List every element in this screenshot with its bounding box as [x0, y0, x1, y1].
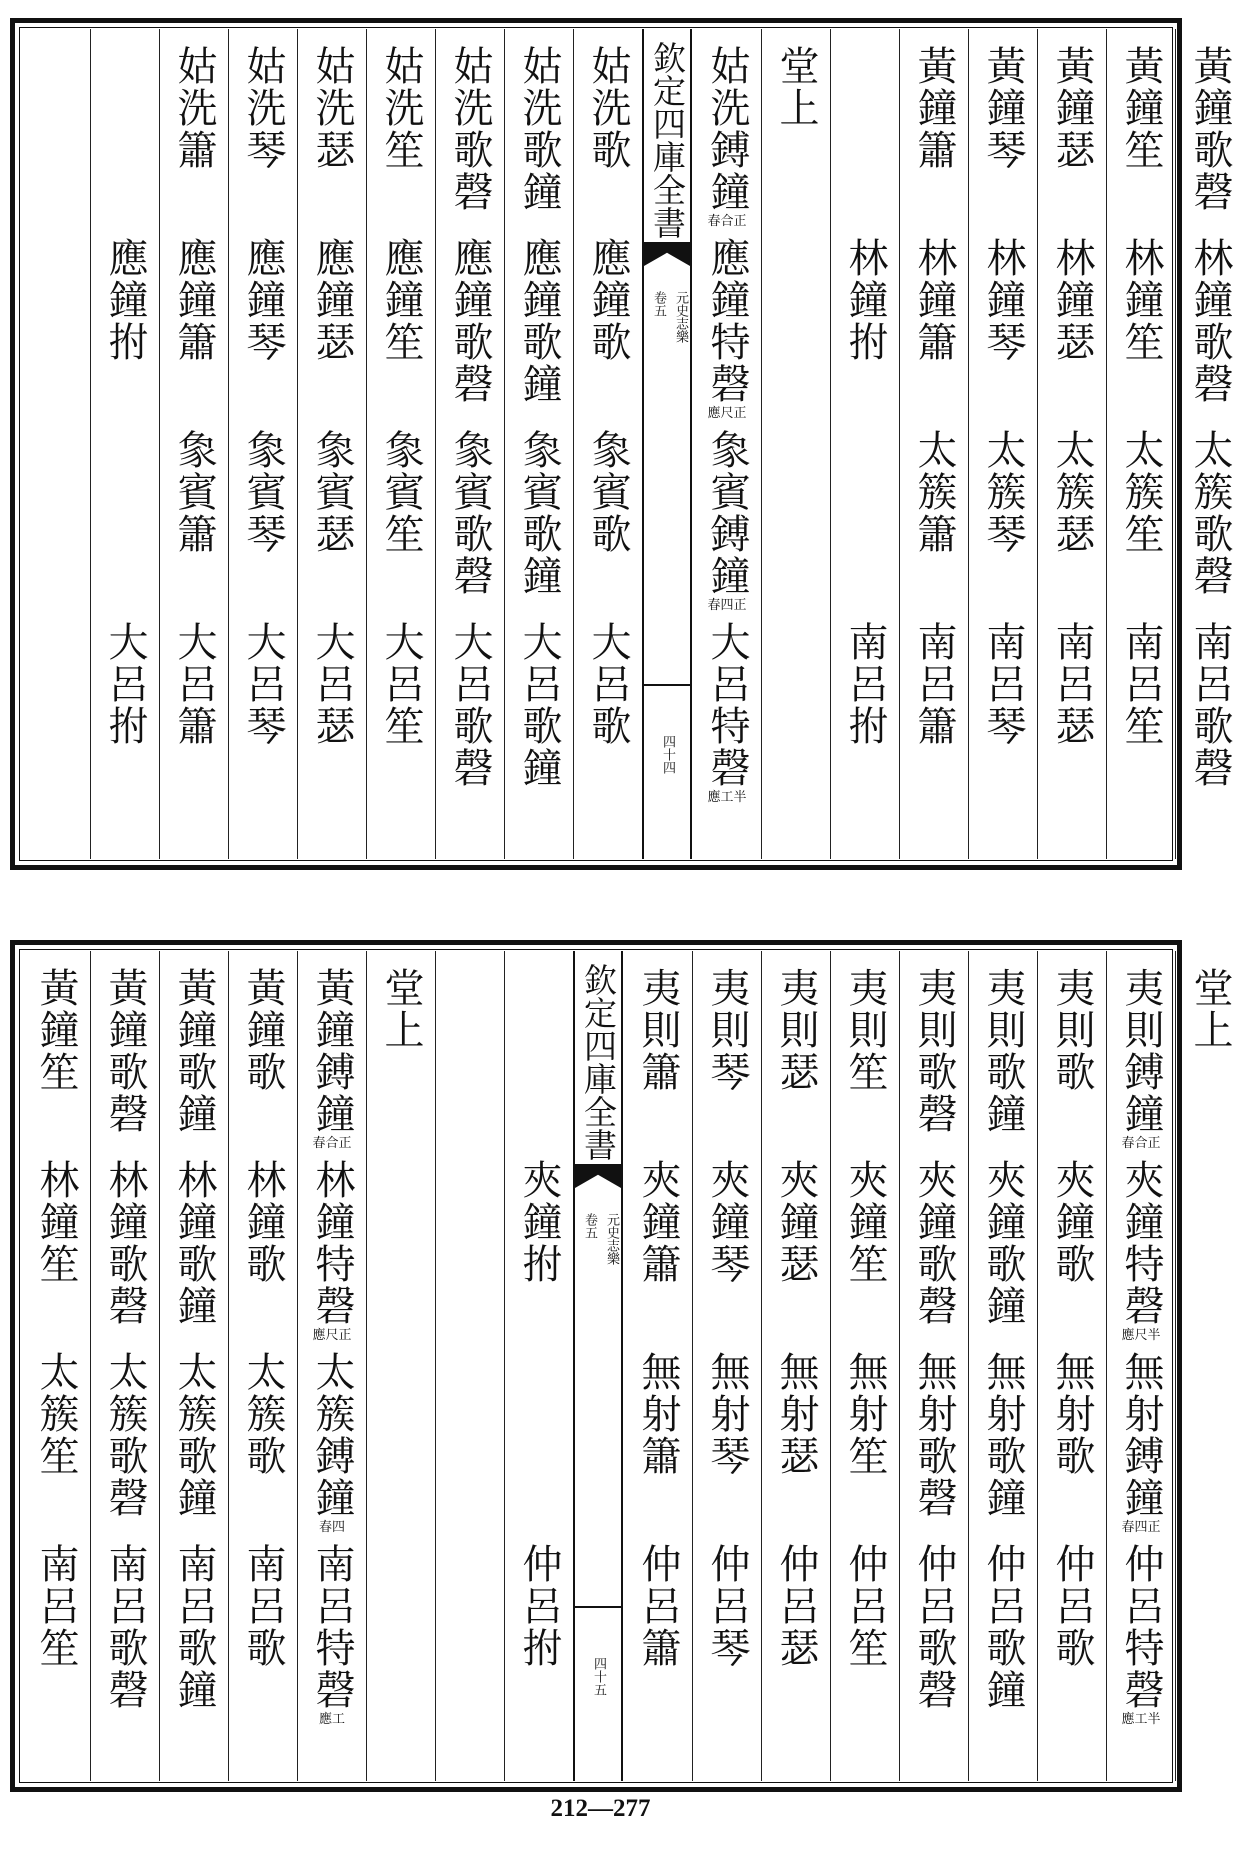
text-entry — [1107, 621, 1175, 747]
text-entry — [229, 429, 297, 555]
entry-text: 仲呂琴 — [704, 1543, 750, 1669]
text-entry — [969, 967, 1037, 1135]
entry-text: 仲呂笙 — [842, 1543, 888, 1669]
text-entry — [831, 1159, 899, 1285]
entry-text: 仲呂特磬 — [1118, 1543, 1164, 1711]
entry-text: 𧰼賓歌磬 — [447, 429, 493, 597]
banner-title: 欽定四庫全書 — [575, 951, 621, 1166]
entry-text: 夾鐘琴 — [704, 1159, 750, 1285]
top-page-right-column — [1037, 29, 1106, 859]
bottom-page-right-column — [761, 951, 830, 1781]
entry-text: 𧰼賓歌 — [585, 429, 631, 555]
entry-text: 林鐘瑟 — [1049, 237, 1095, 363]
entry-text: 黃鐘簫 — [911, 45, 957, 171]
entry-text: 夷則歌 — [1049, 967, 1095, 1093]
text-entry — [298, 237, 366, 363]
entry-text: 姑洗瑟 — [309, 45, 355, 171]
entry-text: 南呂笙 — [33, 1543, 79, 1669]
entry-text: 南呂歌磬 — [102, 1543, 148, 1711]
banner-volume: 卷五 — [582, 1213, 597, 1239]
text-entry — [229, 1159, 297, 1285]
entry-text: 太簇鎛鐘 — [309, 1351, 355, 1519]
text-entry — [298, 621, 366, 747]
top-page-left-column — [504, 29, 573, 859]
text-entry — [831, 1351, 899, 1477]
entry-text: 堂上 — [378, 967, 424, 1051]
text-entry — [692, 621, 761, 807]
bottom-page-left-column — [21, 951, 90, 1781]
text-entry — [762, 1351, 830, 1477]
entry-text: 無射瑟 — [773, 1351, 819, 1477]
entry-text: 姑洗歌磬 — [447, 45, 493, 213]
entry-text: 大呂歌磬 — [447, 621, 493, 789]
banner-volume: 卷五 — [651, 291, 666, 317]
text-entry — [229, 967, 297, 1093]
entry-text: 無射鎛鐘 — [1118, 1351, 1164, 1519]
text-entry — [367, 45, 435, 171]
entry-text: 仲呂拊 — [516, 1543, 562, 1669]
entry-text: 林鐘簫 — [911, 237, 957, 363]
entry-text: 應鐘簫 — [171, 237, 217, 363]
entry-text: 夷則瑟 — [773, 967, 819, 1093]
text-entry — [969, 1543, 1037, 1711]
top-page-left-column — [228, 29, 297, 859]
top-page-right-column — [1106, 29, 1175, 859]
entry-text: 無射歌 — [1049, 1351, 1095, 1477]
top-page-frame — [10, 18, 1233, 870]
entry-text: 應鐘琴 — [240, 237, 286, 363]
entry-text: 南呂瑟 — [1049, 621, 1095, 747]
entry-text: 黃鐘歌 — [240, 967, 286, 1093]
text-entry — [298, 1351, 366, 1537]
entry-text: 黃鐘琴 — [980, 45, 1026, 171]
text-entry — [693, 1351, 761, 1477]
bottom-page-left-column — [228, 951, 297, 1781]
entry-text: 無射簫 — [635, 1351, 681, 1477]
entry-text: 應鐘特磬 — [704, 237, 750, 405]
bottom-page-right-column — [1037, 951, 1106, 1781]
text-entry — [623, 1543, 692, 1669]
text-entry — [1176, 45, 1244, 213]
fishtail-mark — [575, 1166, 621, 1188]
text-entry — [367, 967, 435, 1051]
entry-text: 堂上 — [773, 45, 819, 129]
entry-text: 𧰼賓歌鐘 — [516, 429, 562, 597]
small-annotation: 春合正 — [312, 1136, 352, 1151]
text-entry — [1107, 429, 1175, 555]
bottom-page-right-column — [1175, 951, 1244, 1781]
text-entry — [1107, 1543, 1175, 1729]
banner-folio: 四十四 — [644, 684, 690, 814]
entry-text: 太簇琴 — [980, 429, 1026, 555]
entry-text: 黃鐘笙 — [1118, 45, 1164, 171]
bottom-page-left-column — [435, 951, 504, 1781]
entry-text: 太簇瑟 — [1049, 429, 1095, 555]
text-entry — [969, 621, 1037, 747]
text-entry — [298, 429, 366, 555]
entry-text: 仲呂瑟 — [773, 1543, 819, 1669]
text-entry — [831, 621, 899, 747]
text-entry — [574, 237, 642, 363]
text-entry — [505, 1159, 573, 1285]
entry-text: 林鐘笙 — [1118, 237, 1164, 363]
bottom-page-right-column — [623, 951, 692, 1781]
text-entry — [1107, 237, 1175, 363]
entry-text: 姑洗笙 — [378, 45, 424, 171]
text-entry — [762, 967, 830, 1093]
entry-text: 應鐘拊 — [102, 237, 148, 363]
text-entry — [693, 967, 761, 1093]
entry-text: 大呂笙 — [378, 621, 424, 747]
text-entry — [969, 1159, 1037, 1327]
bottom-page-frame — [10, 940, 1233, 1792]
entry-text: 應鐘歌 — [585, 237, 631, 363]
text-entry — [229, 237, 297, 363]
text-entry — [91, 1543, 159, 1711]
entry-text: 夾鐘歌鐘 — [980, 1159, 1026, 1327]
text-entry — [574, 429, 642, 555]
text-entry — [160, 1159, 228, 1327]
text-entry — [298, 967, 366, 1153]
entry-text: 南呂簫 — [911, 621, 957, 747]
text-entry — [900, 621, 968, 747]
center-banner — [573, 951, 623, 1781]
bottom-page-right-column — [899, 951, 968, 1781]
small-annotation: 應尺半 — [1121, 1328, 1161, 1343]
entry-text: 無射歌磬 — [911, 1351, 957, 1519]
banner-folio: 四十五 — [575, 1606, 621, 1736]
entry-text: 林鐘笙 — [33, 1159, 79, 1285]
top-page-right-column — [761, 29, 830, 859]
entry-text: 姑洗鎛鐘 — [704, 45, 750, 213]
text-entry — [160, 967, 228, 1135]
text-entry — [831, 967, 899, 1093]
entry-text: 太簇歌磬 — [102, 1351, 148, 1519]
text-entry — [762, 1543, 830, 1669]
entry-text: 無射笙 — [842, 1351, 888, 1477]
top-page-left-column — [366, 29, 435, 859]
small-annotation: 春合正 — [707, 214, 747, 229]
entry-text: 應鐘笙 — [378, 237, 424, 363]
banner-title: 欽定四庫全書 — [644, 29, 690, 244]
text-entry — [160, 429, 228, 555]
text-entry — [1038, 1543, 1106, 1669]
entry-text: 應鐘瑟 — [309, 237, 355, 363]
entry-text: 南呂笙 — [1118, 621, 1164, 747]
text-entry — [436, 621, 504, 789]
text-entry — [436, 429, 504, 597]
entry-text: 仲呂歌磬 — [911, 1543, 957, 1711]
entry-text: 南呂歌鐘 — [171, 1543, 217, 1711]
entry-text: 大呂琴 — [240, 621, 286, 747]
text-entry — [693, 1159, 761, 1285]
text-entry — [298, 1159, 366, 1345]
text-entry — [229, 1351, 297, 1477]
text-entry — [21, 1543, 90, 1669]
text-entry — [1107, 45, 1175, 171]
entry-text: 黃鐘歌鐘 — [171, 967, 217, 1135]
text-entry — [1176, 967, 1244, 1051]
entry-text: 仲呂歌鐘 — [980, 1543, 1026, 1711]
entry-text: 夷則歌磬 — [911, 967, 957, 1135]
text-entry — [1107, 1351, 1175, 1537]
text-entry — [367, 429, 435, 555]
entry-text: 夾鐘簫 — [635, 1159, 681, 1285]
entry-text: 姑洗琴 — [240, 45, 286, 171]
bottom-page-right-column — [968, 951, 1037, 1781]
small-annotation: 春合正 — [1121, 1136, 1161, 1151]
text-entry — [505, 45, 573, 213]
entry-text: 大呂歌 — [585, 621, 631, 747]
text-entry — [505, 429, 573, 597]
bottom-page-left-column — [159, 951, 228, 1781]
text-entry — [1038, 429, 1106, 555]
text-entry — [298, 1543, 366, 1729]
entry-text: 無射歌鐘 — [980, 1351, 1026, 1519]
text-entry — [91, 967, 159, 1135]
entry-text: 南呂歌 — [240, 1543, 286, 1669]
entry-text: 林鐘琴 — [980, 237, 1026, 363]
entry-text: 南呂歌磬 — [1187, 621, 1233, 789]
text-entry — [969, 429, 1037, 555]
text-entry — [436, 237, 504, 405]
text-entry — [91, 1159, 159, 1327]
text-entry — [298, 45, 366, 171]
entry-text: 姑洗簫 — [171, 45, 217, 171]
entry-text: 林鐘歌磬 — [102, 1159, 148, 1327]
top-page-left-column — [435, 29, 504, 859]
bottom-page-right-column — [1106, 951, 1175, 1781]
small-annotation: 應工 — [319, 1712, 346, 1727]
text-entry — [91, 237, 159, 363]
text-entry — [21, 1159, 90, 1285]
entry-text: 夾鐘拊 — [516, 1159, 562, 1285]
text-entry — [505, 1543, 573, 1669]
text-entry — [160, 1543, 228, 1711]
entry-text: 應鐘歌鐘 — [516, 237, 562, 405]
text-entry — [505, 621, 573, 789]
fishtail-mark — [644, 244, 690, 266]
text-entry — [1176, 237, 1244, 405]
text-entry — [693, 1543, 761, 1669]
top-page-left-column — [90, 29, 159, 859]
text-entry — [160, 621, 228, 747]
entry-text: 南呂琴 — [980, 621, 1026, 747]
small-annotation: 春四正 — [1121, 1520, 1161, 1535]
entry-text: 夾鐘瑟 — [773, 1159, 819, 1285]
text-entry — [900, 237, 968, 363]
bottom-page-right-column — [830, 951, 899, 1781]
text-entry — [969, 237, 1037, 363]
entry-text: 𧰼賓瑟 — [309, 429, 355, 555]
entry-text: 夷則歌鐘 — [980, 967, 1026, 1135]
entry-text: 仲呂歌 — [1049, 1543, 1095, 1669]
entry-text: 𧰼賓笙 — [378, 429, 424, 555]
entry-text: 大呂簫 — [171, 621, 217, 747]
text-entry — [1107, 967, 1175, 1153]
entry-text: 大呂拊 — [102, 621, 148, 747]
bottom-page-left-column — [366, 951, 435, 1781]
entry-text: 大呂瑟 — [309, 621, 355, 747]
entry-text: 太簇笙 — [33, 1351, 79, 1477]
top-page-left-column — [573, 29, 642, 859]
entry-text: 𧰼賓簫 — [171, 429, 217, 555]
text-entry — [623, 967, 692, 1093]
entry-text: 太簇笙 — [1118, 429, 1164, 555]
top-page-right-column — [1175, 29, 1244, 859]
entry-text: 𧰼賓琴 — [240, 429, 286, 555]
banner-chapter: 元史志樂 — [604, 1213, 619, 1265]
text-entry — [900, 1159, 968, 1327]
text-entry — [367, 621, 435, 747]
text-entry — [762, 45, 830, 129]
text-entry — [1107, 1159, 1175, 1345]
top-page-left-column — [21, 29, 90, 859]
entry-text: 大呂歌鐘 — [516, 621, 562, 789]
entry-text: 林鐘特磬 — [309, 1159, 355, 1327]
small-annotation: 應工半 — [1121, 1712, 1161, 1727]
text-entry — [969, 1351, 1037, 1519]
text-entry — [1038, 967, 1106, 1093]
entry-text: 夷則琴 — [704, 967, 750, 1093]
entry-text: 黃鐘笙 — [33, 967, 79, 1093]
text-entry — [1038, 1351, 1106, 1477]
text-entry — [160, 237, 228, 363]
entry-text: 林鐘歌 — [240, 1159, 286, 1285]
text-entry — [229, 621, 297, 747]
entry-text: 夷則笙 — [842, 967, 888, 1093]
top-page-left-column — [159, 29, 228, 859]
small-annotation: 春四正 — [707, 598, 747, 613]
text-entry — [160, 45, 228, 171]
text-entry — [762, 1159, 830, 1285]
top-page-right-column — [968, 29, 1037, 859]
small-annotation: 應工半 — [707, 790, 747, 805]
small-annotation: 應尺正 — [707, 406, 747, 421]
entry-text: 夷則簫 — [635, 967, 681, 1093]
text-entry — [623, 1351, 692, 1477]
text-entry — [900, 429, 968, 555]
entry-text: 太簇歌 — [240, 1351, 286, 1477]
entry-text: 姑洗歌鐘 — [516, 45, 562, 213]
text-entry — [1038, 237, 1106, 363]
text-entry — [969, 45, 1037, 171]
text-entry — [505, 237, 573, 405]
entry-text: 堂上 — [1187, 967, 1233, 1051]
text-entry — [1038, 45, 1106, 171]
text-entry — [900, 1543, 968, 1711]
entry-text: 大呂特磬 — [704, 621, 750, 789]
text-entry — [91, 1351, 159, 1519]
entry-text: 夾鐘歌磬 — [911, 1159, 957, 1327]
top-page-right-column — [899, 29, 968, 859]
center-banner — [642, 29, 692, 859]
text-entry — [91, 621, 159, 747]
text-entry — [21, 967, 90, 1093]
text-entry — [574, 45, 642, 171]
top-page-right-column — [692, 29, 761, 859]
top-page-left-column — [297, 29, 366, 859]
bottom-page-left-column — [504, 951, 573, 1781]
entry-text: 太簇簫 — [911, 429, 957, 555]
entry-text: 太簇歌磬 — [1187, 429, 1233, 597]
bottom-page-left-column — [90, 951, 159, 1781]
entry-text: 𧰼賓鎛鐘 — [704, 429, 750, 597]
entry-text: 黃鐘鎛鐘 — [309, 967, 355, 1135]
bottom-page-left-column — [297, 951, 366, 1781]
entry-text: 林鐘拊 — [842, 237, 888, 363]
text-entry — [692, 237, 761, 423]
text-entry — [436, 45, 504, 213]
page-number: 212—277 — [550, 1795, 651, 1822]
text-entry — [692, 429, 761, 615]
text-entry — [692, 45, 761, 231]
entry-text: 夷則鎛鐘 — [1118, 967, 1164, 1135]
text-entry — [900, 1351, 968, 1519]
text-entry — [1038, 621, 1106, 747]
text-entry — [21, 1351, 90, 1477]
bottom-page-right-column — [692, 951, 761, 1781]
entry-text: 黃鐘歌磬 — [1187, 45, 1233, 213]
small-annotation: 春四 — [319, 1520, 346, 1535]
entry-text: 林鐘歌鐘 — [171, 1159, 217, 1327]
entry-text: 黃鐘瑟 — [1049, 45, 1095, 171]
entry-text: 林鐘歌磬 — [1187, 237, 1233, 405]
entry-text: 太簇歌鐘 — [171, 1351, 217, 1519]
text-entry — [160, 1351, 228, 1519]
entry-text: 南呂拊 — [842, 621, 888, 747]
entry-text: 應鐘歌磬 — [447, 237, 493, 405]
entry-text: 姑洗歌 — [585, 45, 631, 171]
text-entry — [900, 45, 968, 171]
text-entry — [831, 1543, 899, 1669]
entry-text: 黃鐘歌磬 — [102, 967, 148, 1135]
entry-text: 南呂特磬 — [309, 1543, 355, 1711]
text-entry — [900, 967, 968, 1135]
entry-text: 夾鐘歌 — [1049, 1159, 1095, 1285]
text-entry — [1176, 621, 1244, 789]
text-entry — [623, 1159, 692, 1285]
entry-text: 無射琴 — [704, 1351, 750, 1477]
entry-text: 仲呂簫 — [635, 1543, 681, 1669]
text-entry — [1038, 1159, 1106, 1285]
text-entry — [367, 237, 435, 363]
text-entry — [229, 1543, 297, 1669]
top-page-right-column — [830, 29, 899, 859]
small-annotation: 應尺正 — [312, 1328, 352, 1343]
text-entry — [574, 621, 642, 747]
text-entry — [229, 45, 297, 171]
text-entry — [831, 237, 899, 363]
text-entry — [1176, 429, 1244, 597]
banner-chapter: 元史志樂 — [673, 291, 688, 343]
entry-text: 夾鐘笙 — [842, 1159, 888, 1285]
entry-text: 夾鐘特磬 — [1118, 1159, 1164, 1327]
